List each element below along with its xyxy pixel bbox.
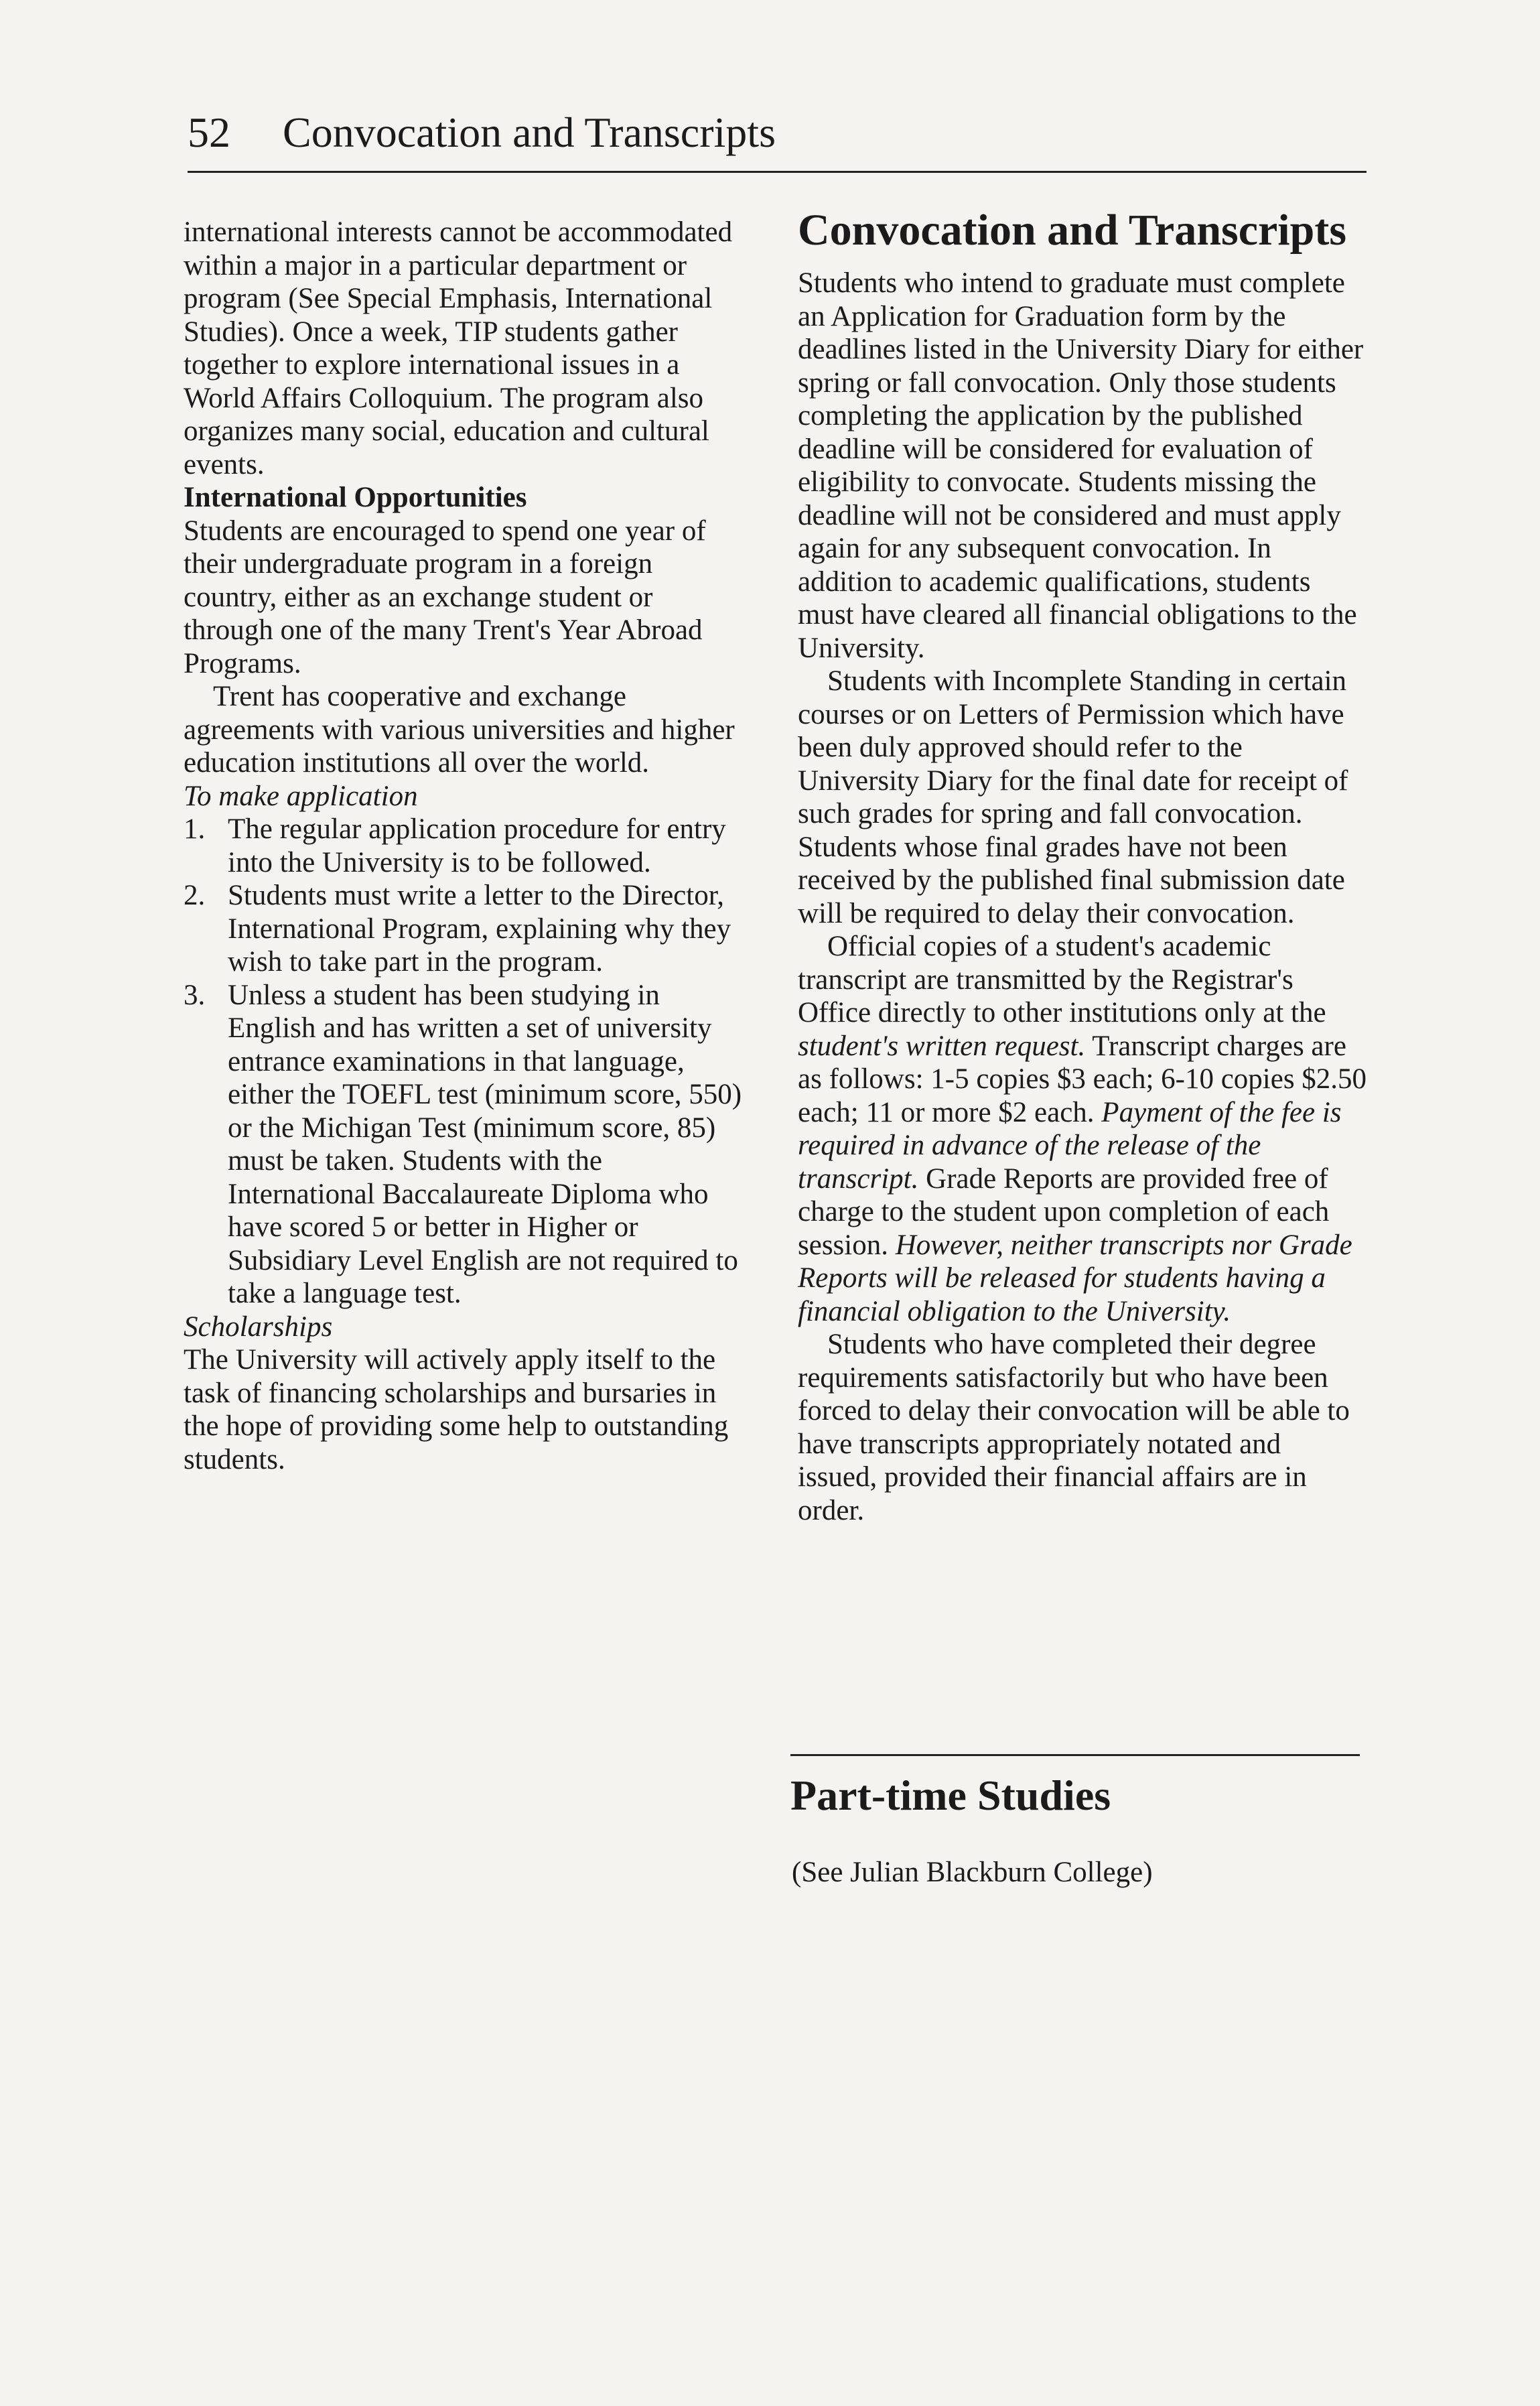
convocation-paragraph-1: Students who intend to graduate must complete an Application for Graduation form by the deadlines listed in the University Diary for either spring or fall convocation. Only those students completing the application by the published deadline will be considered for evaluation of eligibility to convocate. Students missing the deadline will not be considered and must apply again for any subsequent convocation. In addition to academic qualifications, students must have cleared all financial obligations to the University. [798,267,1364,664]
part-time-title: Part-time Studies [790,1772,1111,1819]
opportunities-paragraph-2: Trent has cooperative and exchange agreements with various universities and higher education institutions all over the world. [184,681,735,779]
running-head [188,106,776,159]
transcript-paragraph [798,930,1367,1328]
list-text: Students must write a letter to the Director, International Program, explaining why they wish to take part in the program. [228,880,731,978]
international-opportunities-heading: International Opportunities [184,482,527,513]
list-item [184,813,743,879]
section-rule [790,1754,1360,1756]
application-steps [184,813,743,1311]
page-number: 52 [188,109,230,156]
left-column [184,216,743,1476]
list-item [184,879,743,979]
list-text: The regular application procedure for entry into the University is to be followed. [228,813,726,878]
transcript-emphasis-a: student's written request. [798,1030,1086,1062]
part-time-note: (See Julian Blackburn College) [792,1857,1153,1888]
transcript-emphasis-c: However, neither transcripts nor Grade Reports will be released for students having a financial obligation to the University. [798,1229,1352,1327]
section-title: Convocation and Transcripts [798,206,1347,255]
transcript-text-a: Official copies of a student's academic transcript are transmitted by the Registrar's Office directly to other institutions only at the [798,931,1326,1028]
running-title: Convocation and Transcripts [283,109,776,156]
transcript-text-b: Transcript charges are as follows: 1-5 copies $3 each; 6-10 copies $2.50 each; 11 or more $2 each. [798,1030,1367,1128]
list-number: 3. [184,979,206,1011]
transcript-text-c: Grade Reports are provided free of charge to the student upon completion of each session. [798,1162,1330,1261]
list-number: 2. [184,880,206,911]
convocation-paragraph-2: Students with Incomplete Standing in certain courses or on Letters of Permission which have been duly approved should refer to the University Diary for the final date for receipt of such grades for spring and fall convocation. Students whose final grades have not been received by the published final submission date will be required to delay their convocation. [798,665,1348,929]
opportunities-paragraph-1: Students are encouraged to spend one year of their undergraduate program in a foreign country, either as an exchange student or through one of the many Trent's Year Abroad Programs. [184,515,706,679]
list-number: 1. [184,813,206,845]
transcript-emphasis-b: Payment of the fee is required in advance of the release of the transcript. [798,1096,1342,1195]
list-item [184,979,743,1311]
scholarships-paragraph: The University will actively apply itself to the task of financing scholarships and bursaries in the hope of providing some help to outstanding students. [184,1344,729,1475]
scholarships-heading: Scholarships [184,1311,333,1343]
list-text: Unless a student has been studying in English and has written a set of university entrance examinations in that language, either the TOEFL test (minimum score, 550) or the Michigan Test (minimum score, 85) must be taken. Students with the International Baccalaureate Diploma who have scored 5 or better in Higher or Subsidiary Level English are not required to take a language test. [228,979,742,1309]
header-rule [188,171,1367,173]
intro-paragraph: international interests cannot be accommodated within a major in a particular department or program (See Special Emphasis, International Studies). Once a week, TIP students gather together to explore international issues in a World Affairs Colloquium. The program also organizes many social, education and cultural events. [184,216,733,480]
convocation-paragraph-4: Students who have completed their degree requirements satisfactorily but who have been forced to delay their convocation will be able to have transcripts appropriately notated and issued, provided their financial affairs are in order. [798,1329,1350,1526]
right-column [798,204,1367,1527]
application-heading: To make application [184,780,418,812]
